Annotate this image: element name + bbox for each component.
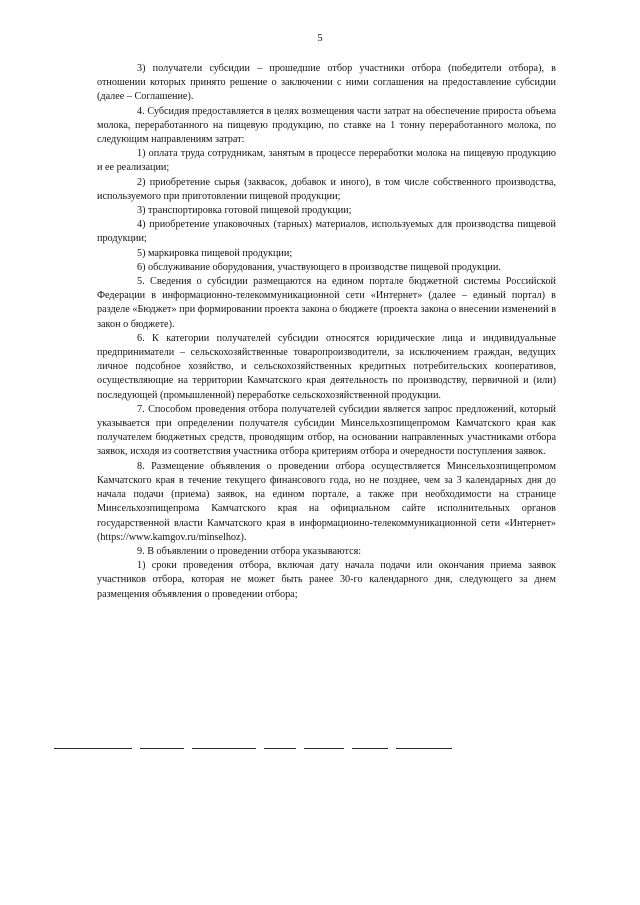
footer-rule-segment xyxy=(304,748,344,749)
paragraph-7-selection-method: 7. Способом проведения отбора получателей субсидии является запрос предложений, который указывается при определении получателя субсидии Минсельхозпищепромом Камчатского края как получателем бюджетных средств, проводящим отбор, на основании направленных участниками отбора заявок, исходя из соответствия участника отбора критериям отбора и очередности поступления заявок. xyxy=(97,403,556,458)
footer-rule-segment xyxy=(352,748,388,749)
list-item-selection-dates: 1) сроки проведения отбора, включая дату начала подачи или окончания приема заявок участников отбора, которая не может быть ранее 30-го календарного дня, следующего за днем размещения объявления о проведении отбора; xyxy=(97,560,556,600)
paragraph-recipients-definition: 3) получатели субсидии – прошедшие отбор участники отбора (победители отбора), в отношении которых принято решение о заключении с ними соглашения на предоставление субсидии (далее – Соглашение). xyxy=(97,63,556,103)
page-number: 5 xyxy=(317,33,323,44)
paragraph-9-announcement-contents: 9. В объявлении о проведении отбора указываются: xyxy=(137,545,362,557)
paragraph-4-subsidy-purpose: 4. Субсидия предоставляется в целях возмещения части затрат на обеспечение прироста объема молока, переработанного на пищевую продукцию, по ставке на 1 тонну переработанного молока, по следующим направлениям затрат: xyxy=(97,105,556,146)
document-body xyxy=(97,62,556,602)
footer-rule-segment xyxy=(396,748,452,749)
footer-rule-segment xyxy=(264,748,296,749)
paragraph-6-recipient-category: 6. К категории получателей субсидии относятся юридические лица и индивидуальные предприниматели – сельскохозяйственные товаропроизводители, за исключением граждан, ведущих личное подсобное хозяйство, и сельскохозяйственных кредитных потребительских кооперативов, осуществляющие на территории Камчатского края деятельность по производству, первичной и (или) последующей (промышленной) переработке сельскохозяйственной продукции. xyxy=(97,332,556,401)
paragraph-5-subsidy-info: 5. Сведения о субсидии размещаются на едином портале бюджетной системы Российской Федерации в информационно-телекоммуникационной сети «Интернет» (далее – единый портал) в разделе «Бюджет» при формировании проекта закона о бюджете (проекта закона о внесении изменений в закон о бюджете). xyxy=(97,276,556,330)
list-item-transportation: 3) транспортировка готовой пищевой продукции; xyxy=(137,205,352,217)
list-item-raw-materials: 2) приобретение сырья (заквасок, добавок и иного), в том числе собственного производства, используемого при приготовлении пищевой продукции; xyxy=(97,176,556,202)
footer-rule-segment xyxy=(140,748,184,749)
list-item-equipment-maintenance: 6) обслуживание оборудования, участвующего в производстве пищевой продукции. xyxy=(137,261,501,273)
list-item-labeling: 5) маркировка пищевой продукции; xyxy=(137,247,293,259)
list-item-labor-costs: 1) оплата труда сотрудникам, занятым в процессе переработки молока на пищевую продукцию и ее реализации; xyxy=(97,148,556,174)
footer-rule-segment xyxy=(192,748,256,749)
paragraph-8-announcement: 8. Размещение объявления о проведении отбора осуществляется Минсельхозпищепромом Камчатского края в течение текущего финансового года, но не позднее, чем за 3 календарных дня до начала подачи (приема) заявок, на едином портале, а также при необходимости на странице Минсельхозпищепрома Камчатского края на официальном сайте исполнительных органов государственной власти Камчатского края в информационно-телекоммуникационной сети «Интернет» (https://www.kamgov.ru/minselhoz). xyxy=(97,460,556,543)
footer-rule-segment xyxy=(54,748,132,749)
list-item-packaging: 4) приобретение упаковочных (тарных) материалов, используемых для производства пищевой продукции; xyxy=(97,219,556,245)
